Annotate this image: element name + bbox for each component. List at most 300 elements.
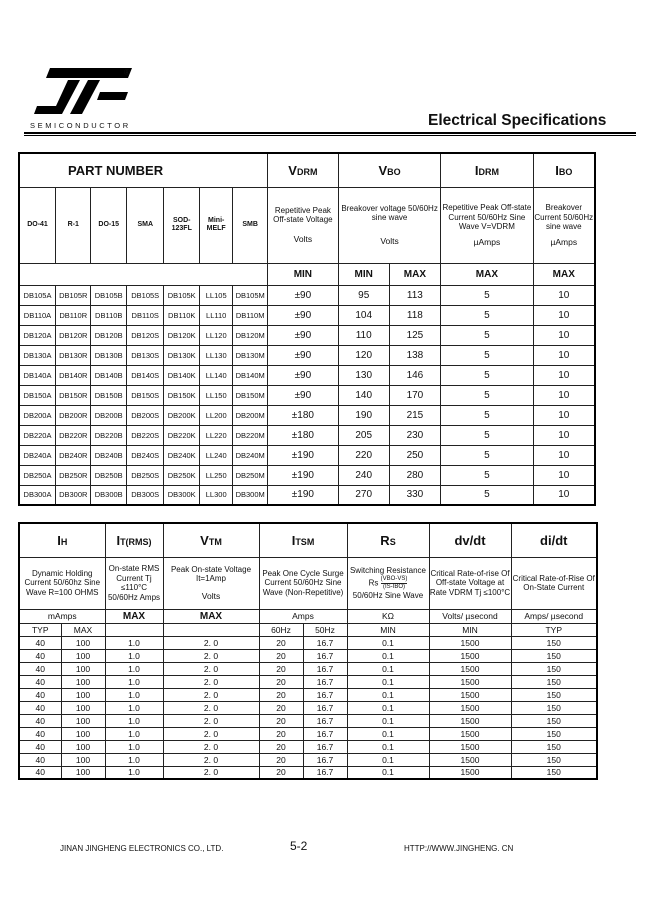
ibo-value: 10: [533, 325, 595, 345]
table-row: [19, 714, 597, 727]
idrm-value: 5: [441, 425, 533, 445]
dvdt-value: 1500: [429, 701, 511, 714]
part-number-cell: DB250R: [56, 465, 91, 485]
itsm-50hz-value: 16.7: [303, 714, 347, 727]
dvdt-min-label: MIN: [429, 623, 511, 636]
vdrm-value: ±190: [267, 465, 338, 485]
didt-value: 150: [511, 714, 597, 727]
vbo-max-value: 146: [389, 365, 441, 385]
header-rule-thin: [24, 135, 636, 136]
dvdt-value: 1500: [429, 662, 511, 675]
rs-min-label: MIN: [347, 623, 429, 636]
idrm-symbol: IDRM: [441, 153, 533, 187]
ih-typ-value: 40: [19, 766, 61, 779]
ih-max-value: 100: [61, 688, 105, 701]
part-number-cell: DB110B: [91, 305, 126, 325]
part-number-cell: LL250: [199, 465, 232, 485]
part-number-table: [18, 152, 596, 506]
vbo-min-value: 270: [338, 485, 389, 505]
ibo-value: 10: [533, 305, 595, 325]
vdrm-value: ±180: [267, 405, 338, 425]
itsm-50hz-value: 16.7: [303, 636, 347, 649]
part-number-cell: DB200A: [19, 405, 56, 425]
ih-max-value: 100: [61, 636, 105, 649]
vbo-min-value: 140: [338, 385, 389, 405]
vbo-min-value: 220: [338, 445, 389, 465]
part-number-cell: DB240B: [91, 445, 126, 465]
part-number-cell: DB220B: [91, 425, 126, 445]
vbo-min-value: 110: [338, 325, 389, 345]
it-rms-value: 1.0: [105, 727, 163, 740]
part-number-cell: LL120: [199, 325, 232, 345]
package-do41: DO-41: [19, 187, 56, 263]
vdrm-value: ±90: [267, 285, 338, 305]
part-number-cell: LL140: [199, 365, 232, 385]
vtm-max-label: MAX: [163, 609, 259, 623]
table-row: [19, 636, 597, 649]
vtm-value: 2. 0: [163, 649, 259, 662]
part-number-cell: LL220: [199, 425, 232, 445]
idrm-value: 5: [441, 485, 533, 505]
ih-symbol: IH: [19, 523, 105, 557]
didt-value: 150: [511, 636, 597, 649]
package-sod123fl: SOD-123FL: [164, 187, 199, 263]
part-number-cell: DB240K: [164, 445, 199, 465]
part-number-cell: DB110K: [164, 305, 199, 325]
vtm-value: 2. 0: [163, 753, 259, 766]
part-number-cell: DB110M: [233, 305, 267, 325]
itsm-50hz-value: 16.7: [303, 766, 347, 779]
dvdt-unit: Volts/ µsecond: [429, 609, 511, 623]
part-number-cell: LL105: [199, 285, 232, 305]
it-rms-description: On-state RMS Current Tj ≤110°C 50/60Hz Amps: [105, 557, 163, 609]
vtm-value: 2. 0: [163, 766, 259, 779]
vtm-description: Peak On-state Voltage It=1Amp Volts: [163, 557, 259, 609]
table-row: [19, 465, 595, 485]
dvdt-symbol: dv/dt: [429, 523, 511, 557]
part-number-cell: DB150M: [233, 385, 267, 405]
part-number-cell: DB220A: [19, 425, 56, 445]
table-row: [19, 305, 595, 325]
vbo-max-value: 230: [389, 425, 441, 445]
itsm-60hz-value: 20: [259, 636, 303, 649]
itsm-60hz-value: 20: [259, 766, 303, 779]
didt-description: Critical Rate-of-Rise Of On-State Current: [511, 557, 597, 609]
idrm-value: 5: [441, 365, 533, 385]
ibo-value: 10: [533, 385, 595, 405]
itsm-50hz-value: 16.7: [303, 662, 347, 675]
didt-value: 150: [511, 675, 597, 688]
ih-typ-value: 40: [19, 753, 61, 766]
part-number-cell: DB130B: [91, 345, 126, 365]
part-number-cell: DB140A: [19, 365, 56, 385]
vbo-symbol: VBO: [338, 153, 440, 187]
vdrm-symbol: VDRM: [267, 153, 338, 187]
itsm-60hz-value: 20: [259, 688, 303, 701]
part-number-header: PART NUMBER: [19, 153, 267, 187]
dvdt-value: 1500: [429, 740, 511, 753]
rs-value: 0.1: [347, 727, 429, 740]
ih-typ-value: 40: [19, 649, 61, 662]
package-minimelf: Mini-MELF: [199, 187, 232, 263]
vbo-max-label: MAX: [389, 263, 441, 285]
part-number-cell: DB105S: [126, 285, 164, 305]
ih-max-value: 100: [61, 662, 105, 675]
vtm-value: 2. 0: [163, 688, 259, 701]
itsm-60hz-value: 20: [259, 740, 303, 753]
rs-value: 0.1: [347, 675, 429, 688]
part-number-cell: DB240S: [126, 445, 164, 465]
ih-typ-value: 40: [19, 662, 61, 675]
it-rms-max-label: MAX: [105, 609, 163, 623]
it-rms-value: 1.0: [105, 714, 163, 727]
brand-subtitle: SEMICONDUCTOR: [30, 121, 131, 130]
vbo-max-value: 330: [389, 485, 441, 505]
package-r1: R-1: [56, 187, 91, 263]
dvdt-value: 1500: [429, 727, 511, 740]
vbo-max-value: 280: [389, 465, 441, 485]
idrm-value: 5: [441, 345, 533, 365]
ih-typ-value: 40: [19, 714, 61, 727]
ibo-value: 10: [533, 485, 595, 505]
part-number-cell: DB110S: [126, 305, 164, 325]
ibo-value: 10: [533, 425, 595, 445]
part-number-cell: DB150S: [126, 385, 164, 405]
rs-value: 0.1: [347, 688, 429, 701]
page-title: Electrical Specifications: [428, 112, 607, 129]
part-number-cell: DB120R: [56, 325, 91, 345]
vbo-description: Breakover voltage 50/60Hz sine wave Volts: [338, 187, 440, 263]
part-number-cell: DB200K: [164, 405, 199, 425]
vdrm-value: ±190: [267, 485, 338, 505]
it-rms-value: 1.0: [105, 636, 163, 649]
blank-cell: [163, 623, 259, 636]
idrm-value: 5: [441, 405, 533, 425]
vdrm-min-label: MIN: [267, 263, 338, 285]
didt-value: 150: [511, 766, 597, 779]
table-row: [19, 649, 597, 662]
itsm-60hz-value: 20: [259, 714, 303, 727]
vdrm-description: Repetitive Peak Off-state Voltage Volts: [267, 187, 338, 263]
vbo-max-value: 138: [389, 345, 441, 365]
dvdt-value: 1500: [429, 675, 511, 688]
vbo-max-value: 113: [389, 285, 441, 305]
table-row: [19, 740, 597, 753]
part-number-cell: DB120M: [233, 325, 267, 345]
ibo-value: 10: [533, 365, 595, 385]
ih-max-value: 100: [61, 649, 105, 662]
part-number-cell: DB120S: [126, 325, 164, 345]
itsm-60hz-value: 20: [259, 662, 303, 675]
part-number-cell: DB220K: [164, 425, 199, 445]
part-number-cell: DB120K: [164, 325, 199, 345]
ih-max-value: 100: [61, 714, 105, 727]
ibo-description: Breakover Current 50/60Hz sine wave µAmps: [533, 187, 595, 263]
part-number-cell: DB140B: [91, 365, 126, 385]
idrm-description: Repetitive Peak Off-state Current 50/60Hz Sine Wave V=VDRM µAmps: [441, 187, 533, 263]
part-number-cell: DB220R: [56, 425, 91, 445]
part-number-cell: DB250A: [19, 465, 56, 485]
dvdt-value: 1500: [429, 766, 511, 779]
part-number-cell: DB105B: [91, 285, 126, 305]
part-number-cell: DB250B: [91, 465, 126, 485]
part-number-cell: DB105A: [19, 285, 56, 305]
table-row: [19, 365, 595, 385]
table-row: [19, 425, 595, 445]
package-sma: SMA: [126, 187, 164, 263]
ih-max-label: MAX: [61, 623, 105, 636]
idrm-value: 5: [441, 285, 533, 305]
idrm-value: 5: [441, 305, 533, 325]
vbo-min-label: MIN: [338, 263, 389, 285]
dvdt-value: 1500: [429, 714, 511, 727]
vtm-value: 2. 0: [163, 727, 259, 740]
itsm-unit: Amps: [259, 609, 347, 623]
it-rms-value: 1.0: [105, 649, 163, 662]
vdrm-value: ±90: [267, 365, 338, 385]
registered-mark: ®: [124, 68, 130, 77]
dvdt-description: Critical Rate-of-rise Of Off-state Voltage at Rate VDRM Tj ≤100°C: [429, 557, 511, 609]
itsm-50hz-value: 16.7: [303, 740, 347, 753]
part-number-cell: LL130: [199, 345, 232, 365]
vtm-value: 2. 0: [163, 740, 259, 753]
ibo-value: 10: [533, 405, 595, 425]
table-row: [19, 701, 597, 714]
part-number-cell: DB220S: [126, 425, 164, 445]
ih-typ-value: 40: [19, 740, 61, 753]
didt-value: 150: [511, 662, 597, 675]
part-number-cell: DB140K: [164, 365, 199, 385]
ih-max-value: 100: [61, 675, 105, 688]
itsm-60hz-value: 20: [259, 675, 303, 688]
footer-company: JINAN JINGHENG ELECTRONICS CO., LTD.: [60, 844, 224, 853]
part-number-cell: DB150R: [56, 385, 91, 405]
itsm-60hz-value: 20: [259, 753, 303, 766]
rs-value: 0.1: [347, 649, 429, 662]
electrical-characteristics-table: [18, 522, 598, 780]
rs-value: 0.1: [347, 740, 429, 753]
part-number-cell: DB300B: [91, 485, 126, 505]
table-row: [19, 385, 595, 405]
didt-value: 150: [511, 753, 597, 766]
part-number-cell: DB110A: [19, 305, 56, 325]
table-row: [19, 753, 597, 766]
ih-typ-label: TYP: [19, 623, 61, 636]
vdrm-value: ±90: [267, 345, 338, 365]
itsm-symbol: ITSM: [259, 523, 347, 557]
didt-value: 150: [511, 701, 597, 714]
vbo-min-value: 130: [338, 365, 389, 385]
idrm-max-label: MAX: [441, 263, 533, 285]
part-number-cell: LL150: [199, 385, 232, 405]
table-row: [19, 688, 597, 701]
package-do15: DO-15: [91, 187, 126, 263]
part-number-cell: DB220M: [233, 425, 267, 445]
it-rms-value: 1.0: [105, 701, 163, 714]
part-number-cell: DB105R: [56, 285, 91, 305]
blank-cell: [19, 263, 267, 285]
part-number-cell: LL300: [199, 485, 232, 505]
didt-unit: Amps/ µsecond: [511, 609, 597, 623]
part-number-cell: DB200M: [233, 405, 267, 425]
part-number-cell: DB250S: [126, 465, 164, 485]
ih-typ-value: 40: [19, 636, 61, 649]
ih-unit: mAmps: [19, 609, 105, 623]
vtm-value: 2. 0: [163, 662, 259, 675]
table-row: [19, 445, 595, 465]
part-number-cell: LL240: [199, 445, 232, 465]
it-rms-value: 1.0: [105, 662, 163, 675]
package-smb: SMB: [233, 187, 267, 263]
table-row: [19, 662, 597, 675]
part-number-cell: DB300A: [19, 485, 56, 505]
part-number-cell: DB140S: [126, 365, 164, 385]
rs-value: 0.1: [347, 662, 429, 675]
part-number-cell: DB250K: [164, 465, 199, 485]
rs-value: 0.1: [347, 753, 429, 766]
part-number-cell: DB105K: [164, 285, 199, 305]
it-rms-value: 1.0: [105, 766, 163, 779]
itsm-60hz-label: 60Hz: [259, 623, 303, 636]
vtm-value: 2. 0: [163, 714, 259, 727]
part-number-cell: DB300R: [56, 485, 91, 505]
it-rms-value: 1.0: [105, 675, 163, 688]
ih-typ-value: 40: [19, 675, 61, 688]
vdrm-value: ±90: [267, 305, 338, 325]
rs-description: Switching Resistance Rs (VBO-VS) (IS-IBO) 50/60Hz Sine Wave: [347, 557, 429, 609]
table-row: [19, 766, 597, 779]
vdrm-value: ±180: [267, 425, 338, 445]
part-number-cell: DB240R: [56, 445, 91, 465]
blank-cell: [105, 623, 163, 636]
idrm-value: 5: [441, 465, 533, 485]
dvdt-value: 1500: [429, 753, 511, 766]
vbo-min-value: 95: [338, 285, 389, 305]
vbo-max-value: 118: [389, 305, 441, 325]
ih-description: Dynamic Holding Current 50/60hz Sine Wave R=100 OHMS: [19, 557, 105, 609]
itsm-60hz-value: 20: [259, 649, 303, 662]
ih-max-value: 100: [61, 766, 105, 779]
table-row: [19, 285, 595, 305]
part-number-cell: DB200B: [91, 405, 126, 425]
part-number-cell: LL110: [199, 305, 232, 325]
itsm-60hz-value: 20: [259, 701, 303, 714]
part-number-cell: DB150B: [91, 385, 126, 405]
part-number-cell: DB300S: [126, 485, 164, 505]
itsm-50hz-value: 16.7: [303, 688, 347, 701]
vbo-max-value: 125: [389, 325, 441, 345]
table-row: [19, 405, 595, 425]
rs-value: 0.1: [347, 701, 429, 714]
didt-value: 150: [511, 688, 597, 701]
ih-max-value: 100: [61, 727, 105, 740]
footer-url: HTTP://WWW.JINGHENG. CN: [404, 844, 514, 853]
rs-unit: KΩ: [347, 609, 429, 623]
vdrm-value: ±90: [267, 325, 338, 345]
rs-symbol: RS: [347, 523, 429, 557]
it-rms-symbol: IT(RMS): [105, 523, 163, 557]
idrm-value: 5: [441, 445, 533, 465]
ih-typ-value: 40: [19, 688, 61, 701]
it-rms-value: 1.0: [105, 688, 163, 701]
itsm-50hz-value: 16.7: [303, 675, 347, 688]
dvdt-value: 1500: [429, 649, 511, 662]
ibo-max-label: MAX: [533, 263, 595, 285]
ibo-value: 10: [533, 285, 595, 305]
idrm-value: 5: [441, 325, 533, 345]
ih-max-value: 100: [61, 753, 105, 766]
vbo-max-value: 250: [389, 445, 441, 465]
part-number-cell: DB140M: [233, 365, 267, 385]
ih-max-value: 100: [61, 701, 105, 714]
table-row: [19, 485, 595, 505]
part-number-cell: DB250M: [233, 465, 267, 485]
part-number-cell: DB200S: [126, 405, 164, 425]
part-number-cell: DB140R: [56, 365, 91, 385]
part-number-cell: DB130M: [233, 345, 267, 365]
part-number-cell: DB130A: [19, 345, 56, 365]
vbo-min-value: 104: [338, 305, 389, 325]
vdrm-value: ±190: [267, 445, 338, 465]
vbo-min-value: 190: [338, 405, 389, 425]
didt-symbol: di/dt: [511, 523, 597, 557]
part-number-cell: DB200R: [56, 405, 91, 425]
part-number-cell: DB300K: [164, 485, 199, 505]
vtm-value: 2. 0: [163, 675, 259, 688]
table-row: [19, 325, 595, 345]
vbo-min-value: 205: [338, 425, 389, 445]
part-number-cell: DB105M: [233, 285, 267, 305]
vtm-value: 2. 0: [163, 701, 259, 714]
dvdt-value: 1500: [429, 688, 511, 701]
dvdt-value: 1500: [429, 636, 511, 649]
part-number-cell: DB240M: [233, 445, 267, 465]
ih-typ-value: 40: [19, 727, 61, 740]
ibo-value: 10: [533, 345, 595, 365]
didt-value: 150: [511, 740, 597, 753]
part-number-cell: DB130K: [164, 345, 199, 365]
part-number-cell: DB300M: [233, 485, 267, 505]
part-number-cell: DB130S: [126, 345, 164, 365]
itsm-50hz-value: 16.7: [303, 701, 347, 714]
vtm-symbol: VTM: [163, 523, 259, 557]
itsm-60hz-value: 20: [259, 727, 303, 740]
vtm-value: 2. 0: [163, 636, 259, 649]
table-row: [19, 675, 597, 688]
it-rms-value: 1.0: [105, 753, 163, 766]
ibo-symbol: IBO: [533, 153, 595, 187]
table-row: [19, 727, 597, 740]
rs-value: 0.1: [347, 636, 429, 649]
didt-value: 150: [511, 649, 597, 662]
page-number: 5-2: [290, 839, 308, 853]
part-number-cell: DB150A: [19, 385, 56, 405]
part-number-cell: DB110R: [56, 305, 91, 325]
rs-value: 0.1: [347, 714, 429, 727]
itsm-50hz-value: 16.7: [303, 649, 347, 662]
ibo-value: 10: [533, 445, 595, 465]
part-number-cell: DB240A: [19, 445, 56, 465]
part-number-cell: DB150K: [164, 385, 199, 405]
rs-value: 0.1: [347, 766, 429, 779]
part-number-cell: DB120A: [19, 325, 56, 345]
ih-typ-value: 40: [19, 701, 61, 714]
vbo-min-value: 240: [338, 465, 389, 485]
part-number-cell: DB130R: [56, 345, 91, 365]
didt-typ-label: TYP: [511, 623, 597, 636]
table-row: [19, 345, 595, 365]
vdrm-value: ±90: [267, 385, 338, 405]
